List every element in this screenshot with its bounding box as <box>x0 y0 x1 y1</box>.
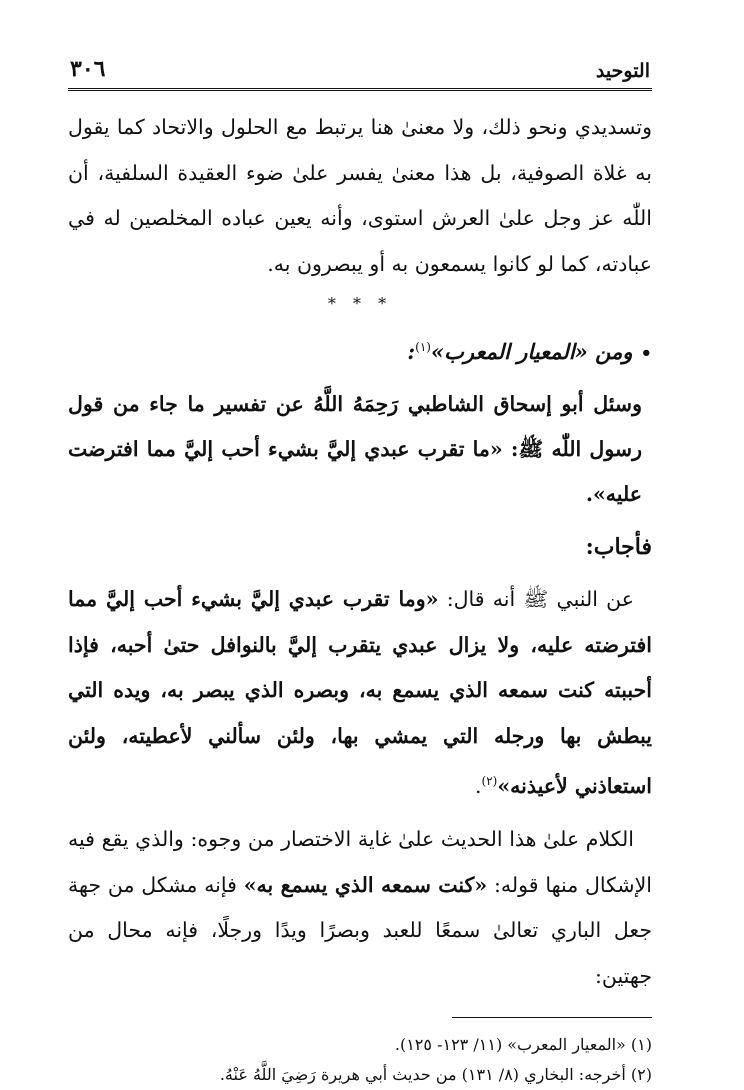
question-paragraph: وسئل أبو إسحاق الشاطبي رَحِمَهُ اللَّهُ عن تفسير ما جاء من قول رسول اللّٰه ﷺ: «ما تقرب عبدي إليَّ بشيء أحب إليَّ مما افترضت عليه». <box>68 392 642 506</box>
page-number: ٣٠٦ <box>70 56 106 82</box>
section-separator: * * * <box>327 294 393 313</box>
answer-heading: فأجاب: <box>585 534 652 560</box>
commentary-paragraph <box>68 817 652 999</box>
footnote-2: (٢) أخرجه: البخاري (٨/ ١٣١) من حديث أبي هريرة رَضِيَ اللَّهُ عَنْهُ. <box>219 1065 652 1085</box>
hadith-paragraph <box>68 577 652 809</box>
commentary-part1: الكلام علىٰ هذا الحديث علىٰ غاية الاختصار من وجوه: والذي يقع فيه الإشكال منها قوله: <box>68 827 652 897</box>
intro-paragraph: وتسديدي ونحو ذلك، ولا معنىٰ هنا يرتبط مع الحلول والاتحاد كما يقول به غلاة الصوفية، بل هذا معنىٰ يفسر علىٰ ضوء العقيدة السلفية، أن اللّٰه عز وجل علىٰ العرش استوى، وأنه يعين عباده المخلصين له في عبادته، كما لو كانوا يسمعون به أو يبصرون به. <box>68 115 652 276</box>
footnote-ref-2: (٢) <box>481 774 498 788</box>
source-heading: •ومن «المعيار المعرب»$^{(١)}$: <box>407 339 652 364</box>
footnote-separator <box>452 1017 652 1018</box>
hadith-text: «وما تقرب عبدي إليَّ بشيء أحب إليَّ مما افترضته عليه، ولا يزال عبدي يتقرب إليَّ بالنوافل حتىٰ أحبه، فإذا أحببته كنت سمعه الذي يسمع به، وبصره الذي يبصر به، ويده التي يبطش بها ورجله التي يمشي بها، ولئن سألني لأعطيته، ولئن استعاذني لأعيذنه» <box>68 587 652 798</box>
book-page <box>68 52 652 1090</box>
header-rule <box>68 88 652 91</box>
running-header <box>68 52 652 82</box>
bullet-icon: • <box>640 343 652 364</box>
footnote-1: (١) «المعيار المعرب» (١١/ ١٢٣- ١٢٥). <box>394 1035 652 1055</box>
commentary-quote: «كنت سمعه الذي يسمع به» <box>243 872 488 897</box>
running-title: التوحيد <box>595 60 650 82</box>
commentary-part2: فإنه مشكل من جهة جعل الباري تعالىٰ سمعًا للعبد وبصرًا ويدًا ورجلًا، فإنه محال من جهتين: <box>68 872 652 988</box>
source-label: ومن «المعيار المعرب» <box>430 339 633 364</box>
hadith-intro: عن النبي ﷺ أنه قال: <box>438 587 634 611</box>
hadith-end: . <box>475 773 482 798</box>
footnotes <box>68 1030 652 1090</box>
footnote-ref-1: (١) <box>415 340 431 354</box>
